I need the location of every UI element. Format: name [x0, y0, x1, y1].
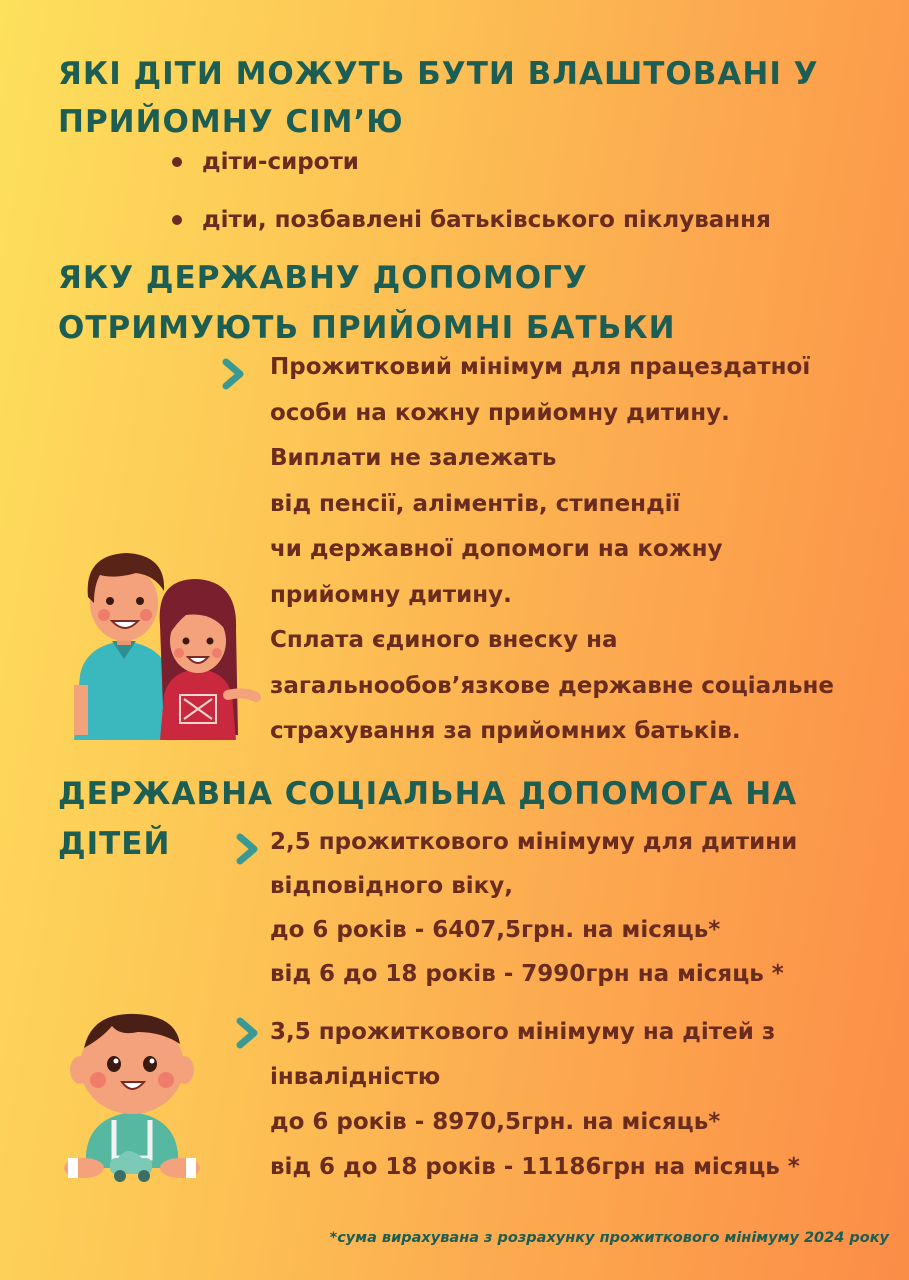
text-line: від 6 до 18 років - 7990грн на місяць * [270, 961, 784, 987]
text-line: від 6 до 18 років - 11186грн на місяць * [270, 1154, 800, 1180]
list-item-text: діти-сироти [202, 149, 359, 175]
text-line: 3,5 прожиткового мінімуму на дітей з [270, 1019, 776, 1045]
text-line: страхування за прийомних батьків. [270, 718, 741, 744]
list-item [168, 142, 771, 200]
chevron-right-icon [232, 1016, 266, 1050]
child-allowance-text [270, 820, 797, 996]
footnote: *сума вирахувана з розрахунку прожиткового мінімуму 2024 року [329, 1230, 889, 1246]
text-line: прийомну дитину. [270, 581, 512, 608]
text-line: Виплати не залежать [270, 445, 557, 471]
disability-allowance-text [270, 1010, 800, 1190]
section1-title-line2: ПРИЙОМНУ СІМ’Ю [58, 104, 404, 140]
section2-title-line2: ОТРИМУЮТЬ ПРИЙОМНІ БАТЬКИ [58, 310, 676, 346]
chevron-right-icon [218, 357, 252, 391]
text-line: особи на кожну прийомну дитину. [270, 399, 730, 426]
section2-title-line1: ЯКУ ДЕРЖАВНУ ДОПОМОГУ [58, 260, 588, 296]
text-line: Прожитковий мінімум для працездатної [270, 354, 811, 380]
section3-title-line1: ДЕРЖАВНА СОЦІАЛЬНА ДОПОМОГА НА [58, 776, 798, 812]
parents-illustration [66, 545, 262, 745]
text-line: чи державної допомоги на кожну [270, 536, 723, 562]
text-line: Сплата єдиного внеску на [270, 627, 618, 653]
orphan-types-list [168, 142, 771, 258]
text-line: до 6 років - 8970,5грн. на місяць* [270, 1109, 721, 1135]
section1-title-line1: ЯКІ ДІТИ МОЖУТЬ БУТИ ВЛАШТОВАНІ У [58, 56, 819, 92]
text-line: 2,5 прожиткового мінімуму для дитини [270, 829, 798, 855]
text-line: до 6 років - 6407,5грн. на місяць* [270, 917, 721, 943]
text-line: відповідного віку, [270, 873, 514, 899]
list-item [168, 200, 771, 258]
text-line: загальнообов’язкове державне соціальне [270, 672, 835, 699]
text-line: від пенсії, аліментів, стипендії [270, 490, 681, 517]
baby-illustration [58, 1008, 206, 1188]
text-line: інвалідністю [270, 1064, 441, 1090]
chevron-right-icon [232, 832, 266, 866]
section3-title-line2: ДІТЕЙ [58, 826, 171, 862]
list-item-text: діти, позбавлені батьківського піклування [202, 207, 771, 233]
foster-parents-support-text [270, 345, 834, 755]
